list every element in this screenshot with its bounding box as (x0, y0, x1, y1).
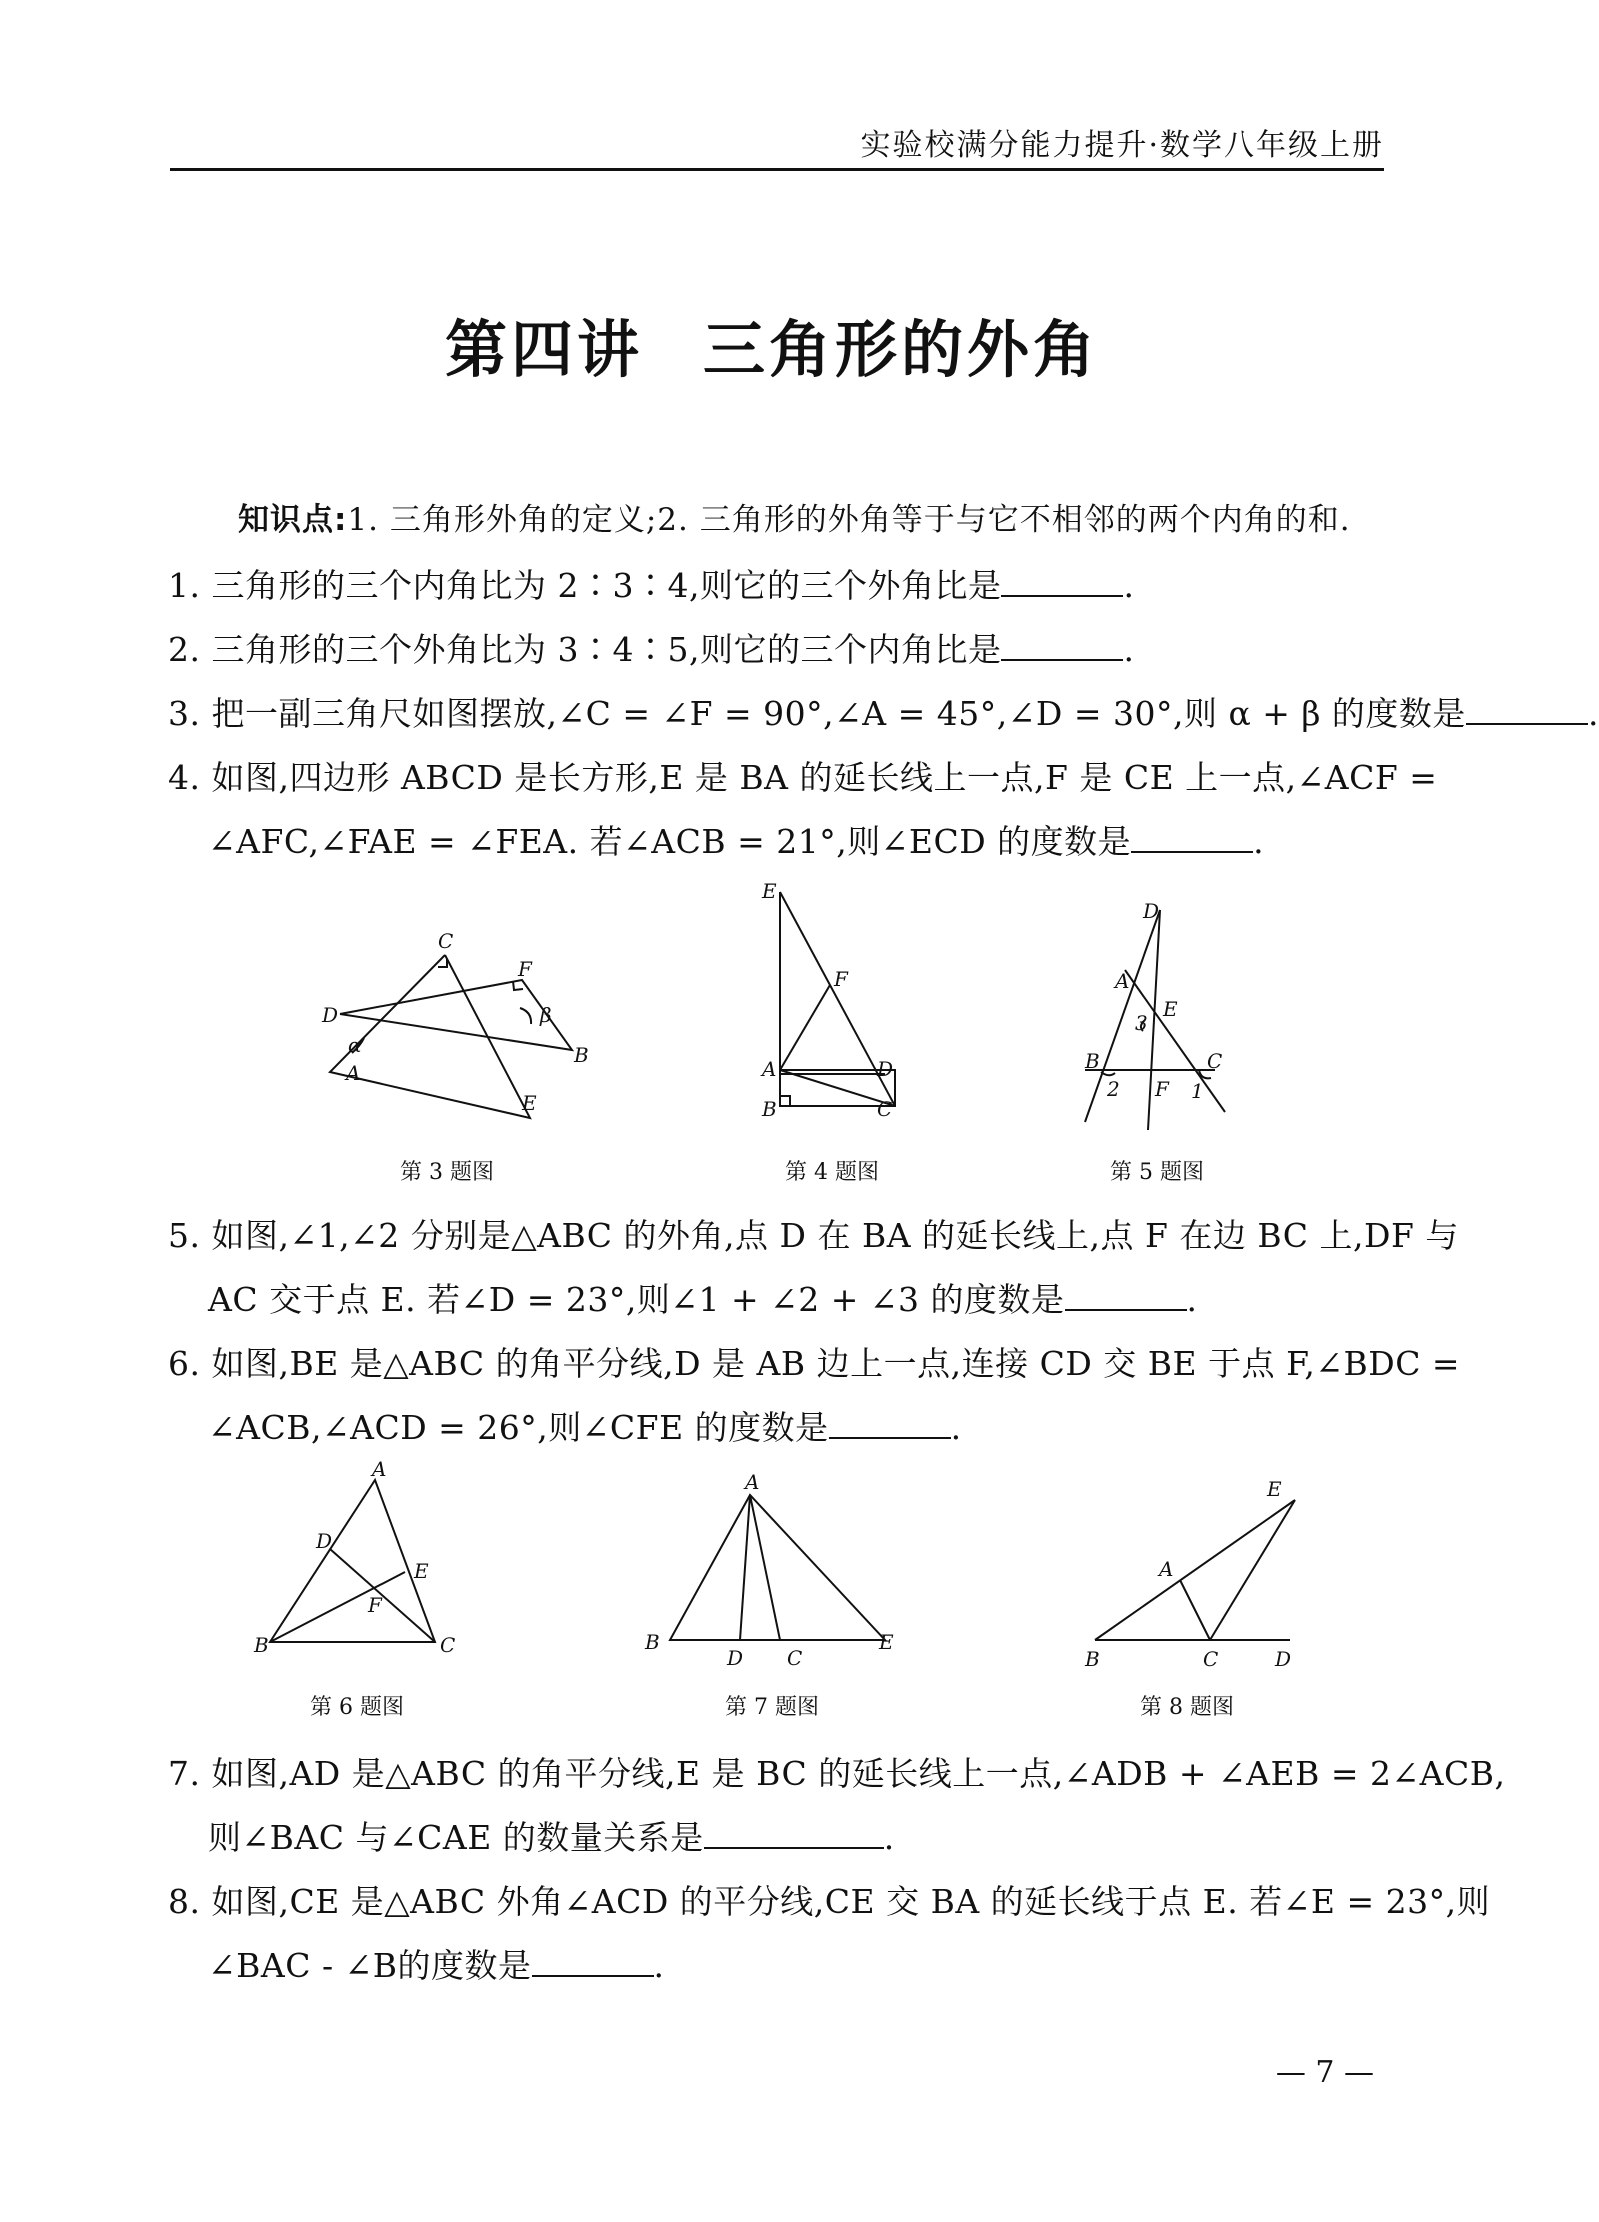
fig8-label-D: D (1275, 1647, 1292, 1671)
fig3-label-A: A (346, 1061, 361, 1085)
question-4-line-1: 4. 如图,四边形 ABCD 是长方形,E 是 BA 的延长线上一点,F 是 CE 上一点,∠ACF = (168, 758, 1438, 797)
question-6-line-2 (208, 1402, 962, 1449)
question-8-line-2 (208, 1940, 665, 1987)
page-number: — 7 — (1275, 2055, 1374, 2090)
question-4-text: ∠AFC,∠FAE = ∠FEA. 若∠ACB = 21°,则∠ECD 的度数是 (208, 822, 1132, 861)
question-2-end: . (1123, 630, 1135, 669)
question-8-text: ∠BAC - ∠B的度数是 (208, 1946, 532, 1985)
answer-blank-2 (1001, 631, 1123, 661)
question-3 (168, 688, 1599, 735)
figure-3-diagram (310, 930, 610, 1130)
fig3-label-C: C (438, 929, 454, 953)
figure-7-diagram (645, 1470, 905, 1675)
fig7-label-B: B (645, 1630, 660, 1654)
fig3-label-E: E (522, 1091, 537, 1115)
figure-8-diagram (1085, 1470, 1345, 1670)
fig8-label-A: A (1159, 1557, 1174, 1581)
figure-7-caption: 第 7 题图 (725, 1695, 819, 1720)
question-1 (168, 560, 1134, 607)
fig8-label-B: B (1085, 1647, 1100, 1671)
fig8-label-E: E (1267, 1477, 1282, 1501)
fig5-label-F: F (1155, 1077, 1169, 1101)
fig5-label-A: A (1115, 969, 1130, 993)
question-5-text: AC 交于点 E. 若∠D = 23°,则∠1 + ∠2 + ∠3 的度数是 (208, 1280, 1065, 1319)
fig6-label-E: E (414, 1559, 429, 1583)
fig5-label-D: D (1143, 899, 1160, 923)
question-5-line-2 (208, 1274, 1198, 1321)
fig4-label-F: F (834, 967, 848, 991)
question-4-end: . (1253, 822, 1265, 861)
question-5-end: . (1186, 1280, 1198, 1319)
figure-4-caption: 第 4 题图 (785, 1160, 879, 1185)
title-topic: 三角形的外角 (703, 313, 1100, 386)
fig5-label-C: C (1207, 1049, 1223, 1073)
fig6-label-B: B (254, 1633, 269, 1657)
figure-6-caption: 第 6 题图 (310, 1695, 404, 1720)
fig4-label-E: E (762, 879, 777, 903)
question-8-end: . (653, 1946, 665, 1985)
question-3-text: 3. 把一副三角尺如图摆放,∠C = ∠F = 90°,∠A = 45°,∠D = 30°,则 α + β 的度数是 (168, 694, 1466, 733)
knowledge-points (238, 494, 1351, 539)
title-lecture-number: 第四讲 (444, 313, 643, 386)
page-title (0, 300, 1544, 389)
fig8-label-C: C (1203, 1647, 1219, 1671)
header-book-title: 实验校满分能力提升·数学八年级上册 (860, 128, 1384, 163)
header-rule (170, 168, 1384, 171)
fig7-label-D: D (727, 1646, 744, 1670)
fig3-label-D: D (322, 1003, 339, 1027)
question-3-end: . (1587, 694, 1599, 733)
question-7-text: 则∠BAC 与∠CAE 的数量关系是 (208, 1818, 704, 1857)
answer-blank-4 (1131, 823, 1253, 853)
fig5-label-E: E (1163, 997, 1178, 1021)
question-7-end: . (883, 1818, 895, 1857)
figure-5-diagram (1085, 900, 1235, 1140)
figure-6-diagram (250, 1457, 470, 1662)
fig3-label-B: B (574, 1043, 589, 1067)
figure-6 (250, 1457, 470, 1666)
figure-5-caption: 第 5 题图 (1110, 1160, 1204, 1185)
fig6-label-F: F (368, 1593, 382, 1617)
answer-blank-1 (1001, 567, 1123, 597)
figure-7 (645, 1470, 905, 1679)
fig4-label-C: C (877, 1097, 893, 1121)
fig7-label-A: A (745, 1470, 760, 1494)
fig7-label-C: C (787, 1646, 803, 1670)
question-2-text: 2. 三角形的三个外角比为 3∶4∶5,则它的三个内角比是 (168, 630, 1002, 669)
fig3-label-beta: β (540, 1003, 552, 1027)
question-8-line-1: 8. 如图,CE 是△ABC 外角∠ACD 的平分线,CE 交 BA 的延长线于点 E. 若∠E = 23°,则 (168, 1882, 1491, 1921)
fig6-label-C: C (440, 1633, 456, 1657)
figure-3-caption: 第 3 题图 (400, 1160, 494, 1185)
question-6-line-1: 6. 如图,BE 是△ABC 的角平分线,D 是 AB 边上一点,连接 CD 交 BE 于点 F,∠BDC = (168, 1344, 1461, 1383)
question-4-line-2 (208, 816, 1264, 863)
figure-4 (750, 879, 900, 1136)
question-7-line-1: 7. 如图,AD 是△ABC 的角平分线,E 是 BC 的延长线上一点,∠ADB + ∠AEB = 2∠ACB, (168, 1754, 1506, 1793)
fig6-label-D: D (316, 1529, 333, 1553)
knowledge-label: 知识点: (238, 502, 348, 538)
question-2 (168, 624, 1134, 671)
fig3-label-F: F (518, 957, 532, 981)
fig7-label-E: E (879, 1630, 894, 1654)
question-7-line-2 (208, 1812, 895, 1859)
answer-blank-6 (829, 1409, 951, 1439)
fig5-label-3: 3 (1135, 1011, 1148, 1035)
question-6-text: ∠ACB,∠ACD = 26°,则∠CFE 的度数是 (208, 1408, 829, 1447)
answer-blank-5 (1065, 1281, 1187, 1311)
question-1-end: . (1123, 566, 1135, 605)
figure-3 (310, 930, 610, 1134)
fig5-label-1: 1 (1191, 1079, 1204, 1103)
fig4-label-D: D (877, 1057, 894, 1081)
question-6-end: . (950, 1408, 962, 1447)
fig4-label-B: B (762, 1097, 777, 1121)
figure-5 (1085, 900, 1235, 1144)
fig3-label-alpha: α (348, 1033, 362, 1057)
question-1-text: 1. 三角形的三个内角比为 2∶3∶4,则它的三个外角比是 (168, 566, 1002, 605)
figure-8 (1085, 1470, 1345, 1674)
fig5-label-2: 2 (1107, 1077, 1120, 1101)
figure-8-caption: 第 8 题图 (1140, 1695, 1234, 1720)
fig4-label-A: A (762, 1057, 777, 1081)
answer-blank-8 (532, 1947, 654, 1977)
answer-blank-3 (1466, 695, 1588, 725)
figure-4-diagram (750, 879, 900, 1132)
fig6-label-A: A (372, 1457, 387, 1481)
answer-blank-7 (704, 1819, 884, 1849)
question-5-line-1: 5. 如图,∠1,∠2 分别是△ABC 的外角,点 D 在 BA 的延长线上,点 F 在边 BC 上,DF 与 (168, 1216, 1459, 1255)
knowledge-text: 1. 三角形外角的定义;2. 三角形的外角等于与它不相邻的两个内角的和. (347, 502, 1351, 538)
fig5-label-B: B (1085, 1049, 1100, 1073)
